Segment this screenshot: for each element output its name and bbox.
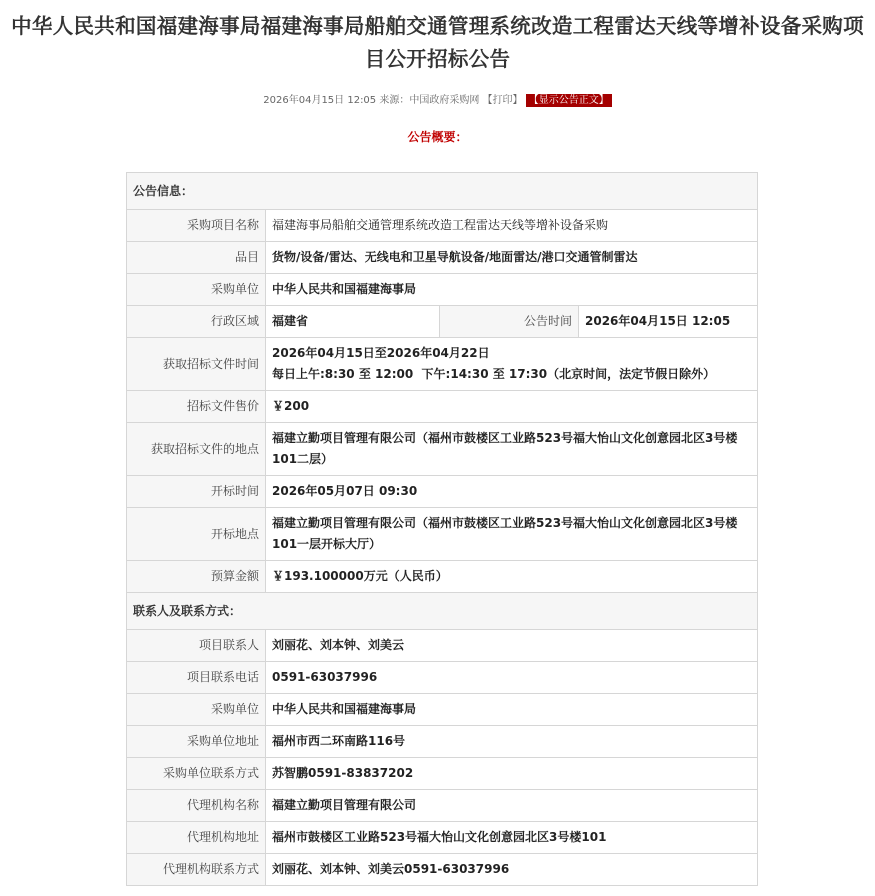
table-row — [127, 854, 758, 886]
table-row — [127, 561, 758, 593]
purchaser-label: 采购单位 — [127, 274, 266, 306]
publish-time-value: 2026年04月15日 12:05 — [579, 306, 758, 338]
table-row — [127, 822, 758, 854]
agency-contact-value: 刘丽花、刘本钟、刘美云0591-63037996 — [266, 854, 758, 886]
section-row — [127, 173, 758, 210]
purchaser-contact-label: 采购单位联系方式 — [127, 758, 266, 790]
doc-location-label: 获取招标文件的地点 — [127, 423, 266, 476]
table-row — [127, 306, 758, 338]
project-contact-label: 项目联系人 — [127, 630, 266, 662]
page-title: 中华人民共和国福建海事局福建海事局船舶交通管理系统改造工程雷达天线等增补设备采购项目公开招标公告 — [11, 14, 864, 71]
section-title-notice-info: 公告信息： — [127, 173, 758, 210]
doc-period-label: 获取招标文件时间 — [127, 338, 266, 391]
section-row — [127, 593, 758, 630]
region-label: 行政区域 — [127, 306, 266, 338]
project-name-value: 福建海事局船舶交通管理系统改造工程雷达天线等增补设备采购 — [266, 210, 758, 242]
purchaser-address-label: 采购单位地址 — [127, 726, 266, 758]
table-row — [127, 423, 758, 476]
agency-address-label: 代理机构地址 — [127, 822, 266, 854]
table-row — [127, 476, 758, 508]
contact-purchaser-label: 采购单位 — [127, 694, 266, 726]
open-time-label: 开标时间 — [127, 476, 266, 508]
purchaser-address-value: 福州市西二环南路116号 — [266, 726, 758, 758]
region-value: 福建省 — [266, 306, 440, 338]
project-name-label: 采购项目名称 — [127, 210, 266, 242]
table-row — [127, 630, 758, 662]
table-row — [127, 508, 758, 561]
table-row — [127, 391, 758, 423]
publish-source-text: 2026年04月15日 12:05 来源：中国政府采购网 — [263, 95, 480, 106]
open-location-label: 开标地点 — [127, 508, 266, 561]
table-row — [127, 790, 758, 822]
category-value: 货物/设备/雷达、无线电和卫星导航设备/地面雷达/港口交通管制雷达 — [266, 242, 758, 274]
purchaser-value: 中华人民共和国福建海事局 — [266, 274, 758, 306]
category-label: 品目 — [127, 242, 266, 274]
table-row — [127, 210, 758, 242]
purchaser-contact-value: 苏智鹏0591-83837202 — [266, 758, 758, 790]
doc-price-label: 招标文件售价 — [127, 391, 266, 423]
table-row — [127, 694, 758, 726]
show-full-text-button[interactable]: 【显示公告正文】 — [526, 94, 612, 107]
agency-name-label: 代理机构名称 — [127, 790, 266, 822]
table-row — [127, 758, 758, 790]
doc-price-value: ￥200 — [266, 391, 758, 423]
doc-period-value — [266, 338, 758, 391]
publish-time-label: 公告时间 — [440, 306, 579, 338]
open-time-value: 2026年05月07日 09:30 — [266, 476, 758, 508]
table-row — [127, 726, 758, 758]
notice-meta — [0, 93, 875, 109]
doc-period-dates: 2026年04月15日至2026年04月22日 — [272, 346, 490, 360]
agency-address-value: 福州市鼓楼区工业路523号福大怡山文化创意园北区3号楼101 — [266, 822, 758, 854]
summary-heading: 公告概要： — [407, 130, 468, 144]
doc-period-hours: 每日上午:8:30 至 12:00 下午:14:30 至 17:30（北京时间，法定节假日除外） — [272, 367, 716, 381]
notice-info-table — [126, 172, 758, 886]
section-title-contact: 联系人及联系方式： — [127, 593, 758, 630]
print-link[interactable]: 【打印】 — [482, 95, 523, 106]
notice-page — [0, 10, 875, 876]
doc-location-value: 福建立勤项目管理有限公司（福州市鼓楼区工业路523号福大怡山文化创意园北区3号楼101二层） — [266, 423, 758, 476]
budget-label: 预算金额 — [127, 561, 266, 593]
agency-contact-label: 代理机构联系方式 — [127, 854, 266, 886]
contact-purchaser-value: 中华人民共和国福建海事局 — [266, 694, 758, 726]
budget-value: ￥193.100000万元（人民币） — [266, 561, 758, 593]
table-row — [127, 662, 758, 694]
open-location-value: 福建立勤项目管理有限公司（福州市鼓楼区工业路523号福大怡山文化创意园北区3号楼101一层开标大厅） — [266, 508, 758, 561]
project-phone-value: 0591-63037996 — [266, 662, 758, 694]
table-row — [127, 242, 758, 274]
table-row — [127, 338, 758, 391]
project-phone-label: 项目联系电话 — [127, 662, 266, 694]
table-row — [127, 274, 758, 306]
project-contact-value: 刘丽花、刘本钟、刘美云 — [266, 630, 758, 662]
agency-name-value: 福建立勤项目管理有限公司 — [266, 790, 758, 822]
